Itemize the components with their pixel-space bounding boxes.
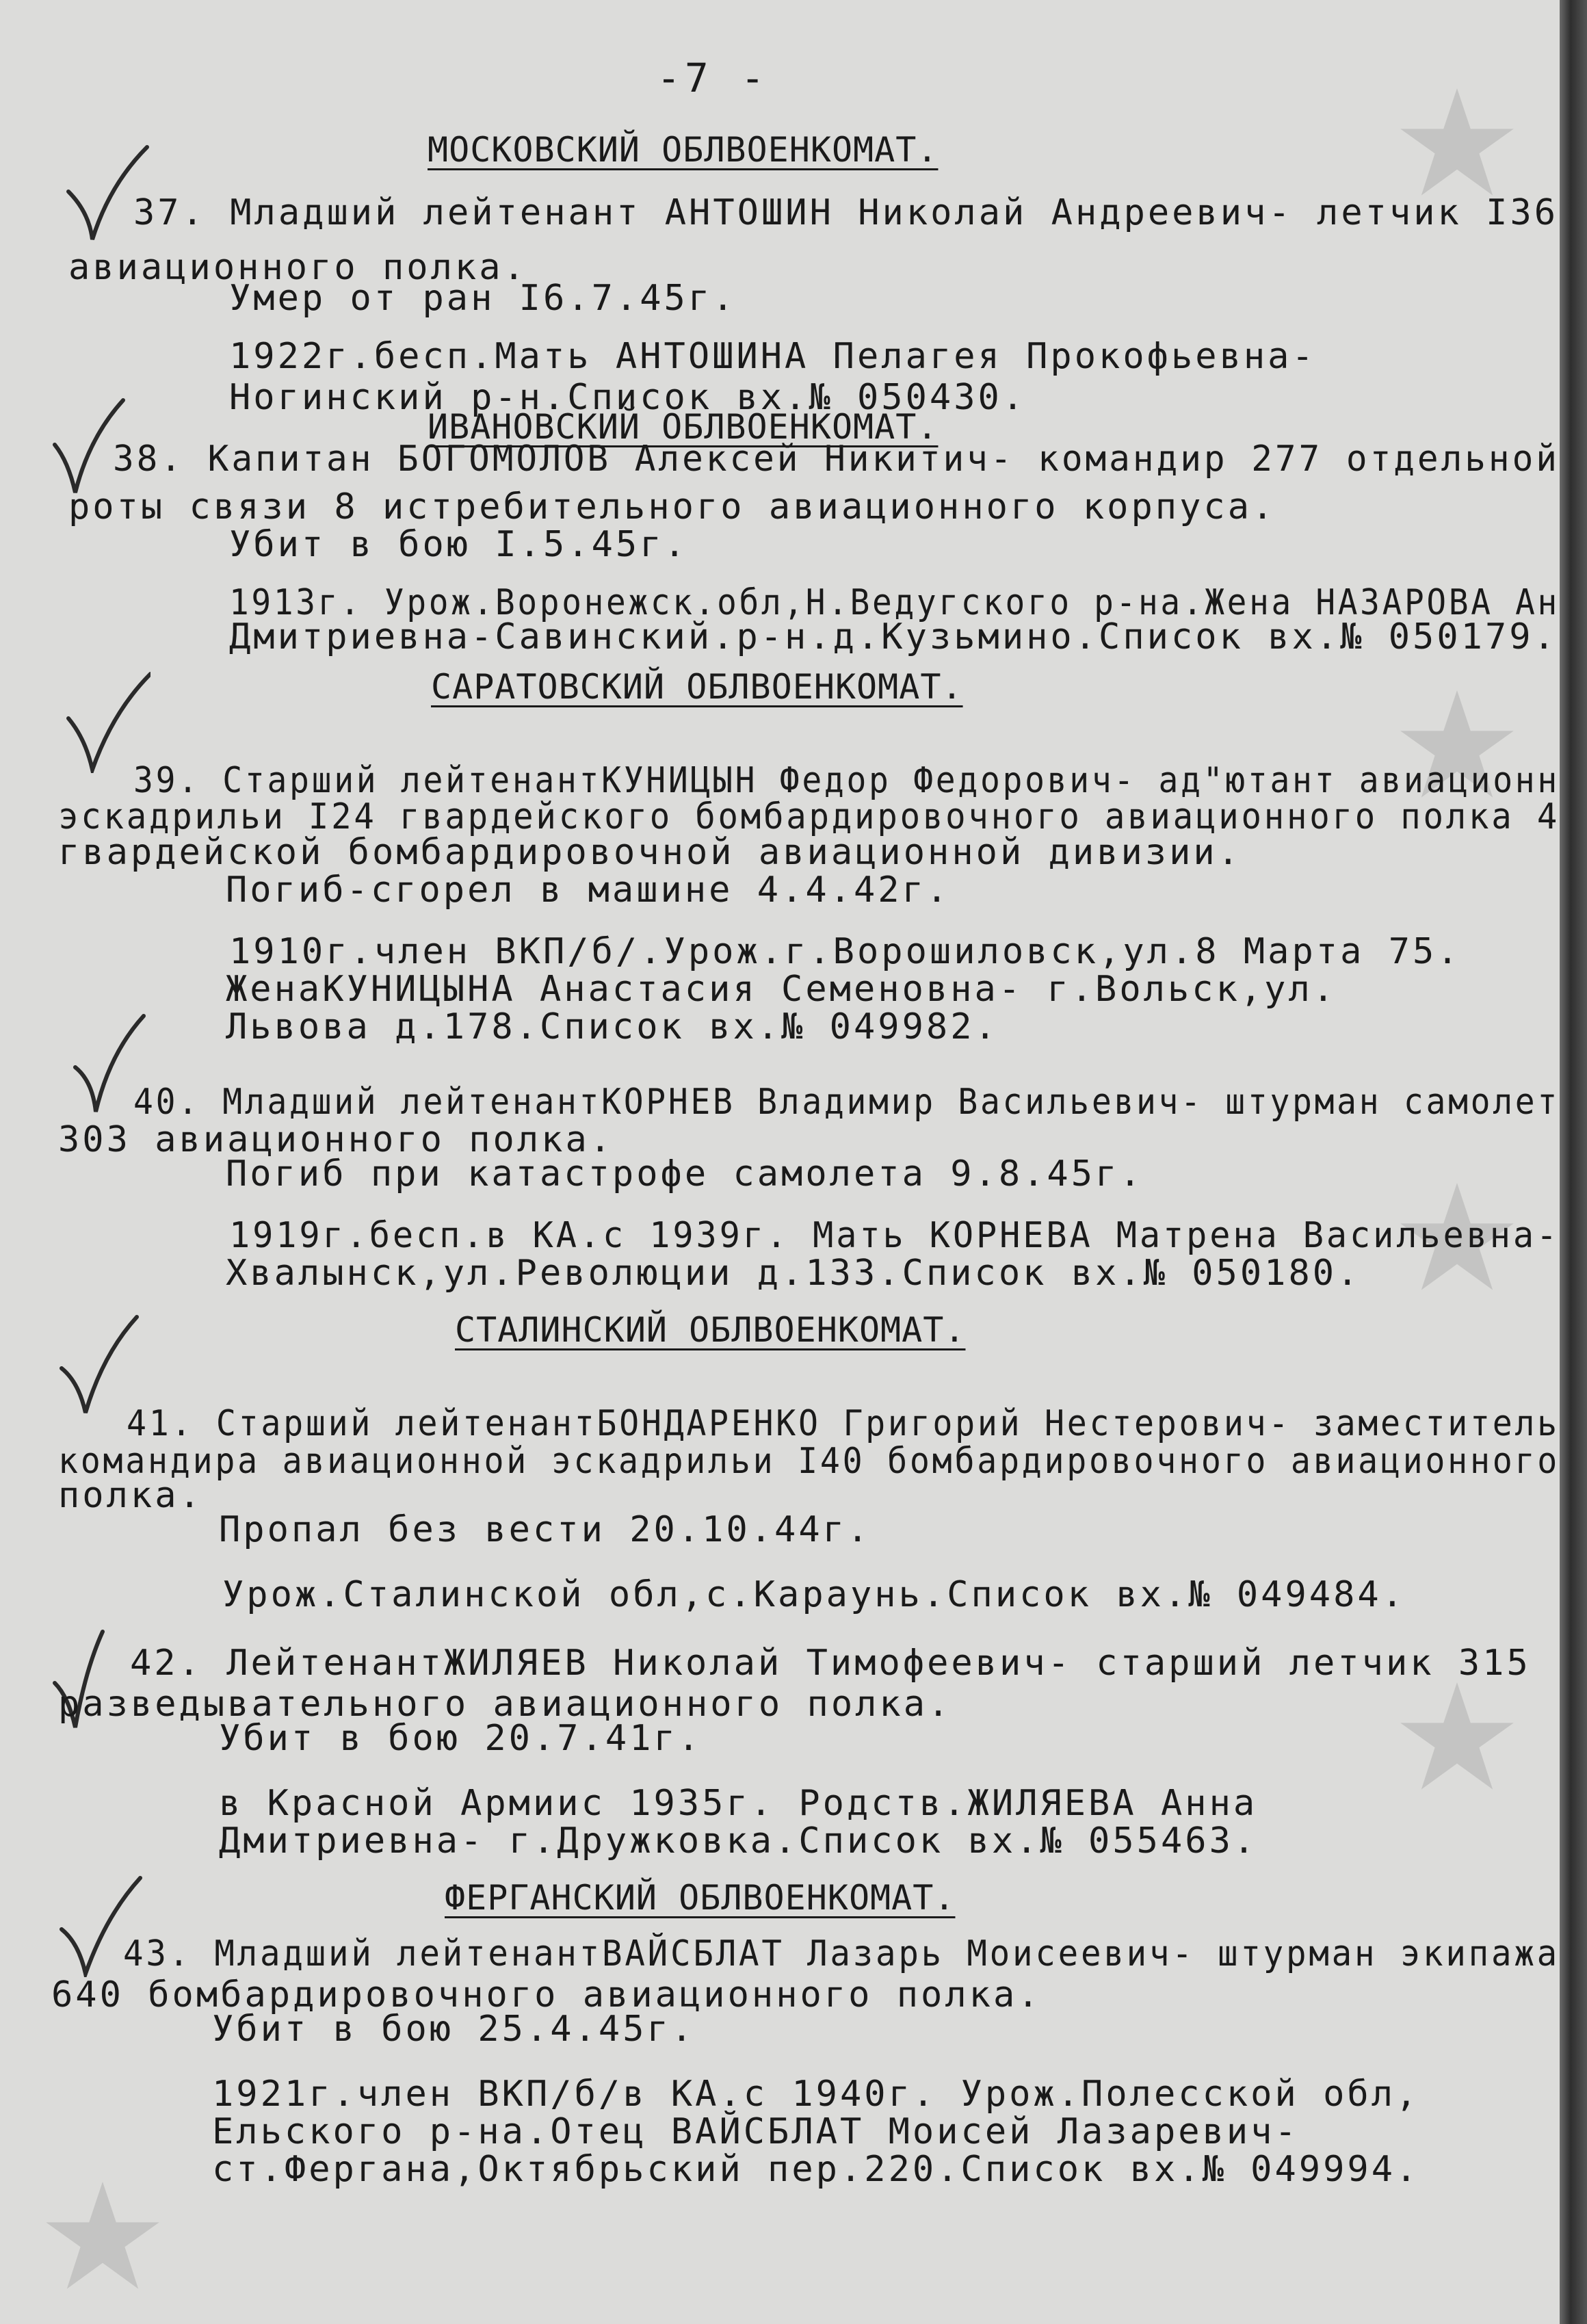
entry-42-line-5: Дмитриевна- г.Дружковка.Список вх.№ 055463.: [219, 1820, 1258, 1862]
entry-40-line-4: 1919г.бесп.в КА.с 1939г. Мать КОРНЕВА Матрена Васильевна-: [229, 1215, 1560, 1256]
section-heading-fergana: ФЕРГАНСКИЙ ОБЛВОЕНКОМАТ.: [445, 1878, 956, 1918]
page-number: -7 -: [657, 55, 769, 101]
entry-43-line-2: 640 бомбардировочного авиационного полка.: [51, 1974, 1042, 2015]
entry-42-line-1: 42. ЛейтенантЖИЛЯЕВ Николай Тимофеевич- старший летчик 315: [130, 1643, 1531, 1684]
page-edge-shadow: [1560, 0, 1587, 2324]
entry-38-line-2: роты связи 8 истребительного авиационного корпуса.: [68, 486, 1276, 527]
entry-41-line-4: Пропал без вести 20.10.44г.: [219, 1509, 871, 1550]
check-mark-icon: [62, 670, 150, 773]
entry-41-line-2: командира авиационной эскадрильи I40 бомбардировочного авиационного: [58, 1441, 1560, 1482]
entry-38-line-3: Убит в бою I.5.45г.: [229, 524, 688, 565]
entry-39-line-7: Львова д.178.Список вх.№ 049982.: [226, 1006, 999, 1047]
entry-39-line-3: гвардейской бомбардировочной авиационной дивизии.: [58, 832, 1242, 873]
entry-39-line-4: Погиб-сгорел в машине 4.4.42г.: [226, 870, 951, 911]
entry-43-line-4: 1921г.член ВКП/б/в КА.с 1940г. Урож.Полесской обл,: [212, 2074, 1420, 2115]
entry-38-line-5: Дмитриевна-Савинский.р-н.д.Кузьмино.Список вх.№ 050179.: [229, 616, 1558, 657]
entry-43-line-3: Убит в бою 25.4.45г.: [212, 2009, 696, 2050]
entry-38-line-4: 1913г. Урож.Воронежск.обл,Н.Ведугского р-на.Жена НАЗАРОВА Ан: [229, 582, 1560, 623]
entry-39-line-2: эскадрильи I24 гвардейского бомбардировочного авиационного полка 4: [58, 796, 1560, 837]
section-heading-moscow: МОСКОВСКИЙ ОБЛВОЕНКОМАТ.: [428, 130, 939, 170]
entry-43-line-5: Ельского р-на.Отец ВАЙСБЛАТ Моисей Лазаревич-: [212, 2111, 1299, 2152]
section-heading-saratov: САРАТОВСКИЙ ОБЛВОЕНКОМАТ.: [431, 667, 963, 707]
entry-37-line-2: авиационного полка.: [68, 247, 527, 288]
entry-39-line-6: ЖенаКУНИЦЫНА Анастасия Семеновна- г.Вольск,ул.: [226, 969, 1337, 1010]
entry-37-line-3: Умер от ран I6.7.45г.: [229, 278, 737, 319]
entry-38-line-1: 38. Капитан БОГОМОЛОВ Алексей Никитич- командир 277 отдельной: [113, 439, 1560, 480]
entry-43-line-6: ст.Фергана,Октябрьский пер.220.Список вх.№ 049994.: [212, 2149, 1420, 2190]
check-mark-icon: [55, 1314, 144, 1416]
entry-40-line-3: Погиб при катастрофе самолета 9.8.45г.: [226, 1153, 1144, 1194]
star-watermark-icon: [41, 2176, 164, 2312]
entry-37-line-4: 1922г.бесп.Мать АНТОШИНА Пелагея Прокофьевна-: [229, 336, 1316, 377]
entry-41-line-5: Урож.Сталинской обл,с.Караунь.Список вх.№ 049484.: [222, 1574, 1406, 1615]
entry-37-line-5: Ногинский р-н.Список вх.№ 050430.: [229, 377, 1027, 418]
entry-39-line-1: 39. Старший лейтенантКУНИЦЫН Федор Федорович- ад"ютант авиационн: [133, 760, 1560, 801]
entry-40-line-2: 303 авиационного полка.: [58, 1119, 614, 1160]
entry-40-line-1: 40. Младший лейтенантКОРНЕВ Владимир Васильевич- штурман самолет: [133, 1082, 1560, 1123]
entry-41-line-1: 41. Старший лейтенантБОНДАРЕНКО Григорий Нестерович- заместитель: [127, 1403, 1560, 1444]
entry-40-line-5: Хвалынск,ул.Революции д.133.Список вх.№ 050180.: [226, 1253, 1361, 1294]
section-heading-stalino: СТАЛИНСКИЙ ОБЛВОЕНКОМАТ.: [455, 1310, 966, 1350]
entry-39-line-5: 1910г.член ВКП/б/.Урож.г.Ворошиловск,ул.8 Марта 75.: [229, 931, 1461, 972]
entry-42-line-3: Убит в бою 20.7.41г.: [219, 1718, 703, 1759]
entry-41-line-3: полка.: [58, 1475, 203, 1516]
entry-37-line-1: 37. Младший лейтенант АНТОШИН Николай Андреевич- летчик I36: [133, 192, 1559, 233]
entry-42-line-4: в Красной Армиис 1935г. Родств.ЖИЛЯЕВА Анна: [219, 1783, 1258, 1824]
entry-43-line-1: 43. Младший лейтенантВАЙСБЛАТ Лазарь Моисеевич- штурман экипажа: [123, 1933, 1560, 1974]
entry-42-line-2: разведывательного авиационного полка.: [58, 1684, 952, 1725]
star-watermark-icon: [1395, 1676, 1519, 1813]
section-heading-ivanovo: ИВАНОВСКИЙ ОБЛВОЕНКОМАТ.: [428, 407, 939, 447]
